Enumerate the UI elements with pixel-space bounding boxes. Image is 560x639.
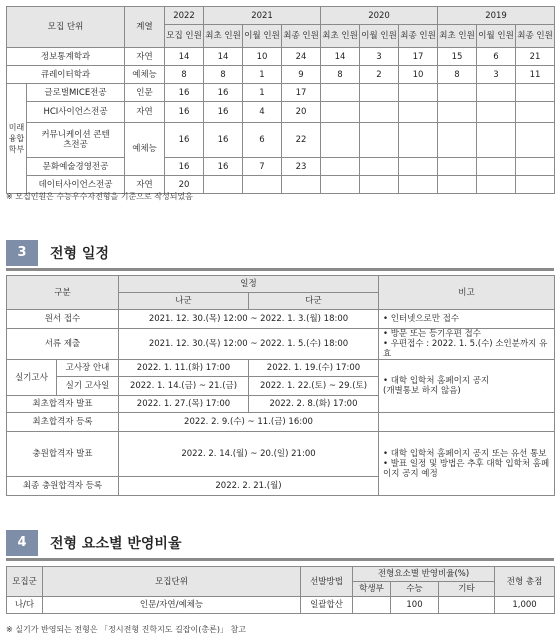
- header-group: 모집군: [7, 567, 43, 597]
- header-school: 학생부: [353, 582, 391, 597]
- suneung-value: 100: [391, 597, 439, 614]
- cell: [477, 102, 516, 123]
- header-2019-carry: 이월 인원: [477, 25, 516, 48]
- remark: [379, 329, 555, 360]
- cell: [516, 176, 555, 194]
- admission-quota-table: [6, 6, 555, 194]
- cell: 16: [204, 84, 243, 102]
- cell: 6: [243, 123, 282, 158]
- cell: 16: [165, 158, 204, 176]
- header-2019-final: 최종 인원: [516, 25, 555, 48]
- header-year-2021: 2021: [204, 7, 321, 25]
- header-2020-initial: 최초 인원: [321, 25, 360, 48]
- cell: 22: [282, 123, 321, 158]
- cell: [516, 84, 555, 102]
- remark-line: • 대학 입학처 홈페이지 공지 또는 유선 통보: [383, 448, 547, 459]
- header-nagun: 나군: [119, 293, 249, 310]
- cell: [282, 176, 321, 194]
- cell: [204, 176, 243, 194]
- cell: [360, 102, 399, 123]
- cell: [516, 123, 555, 158]
- cell: [438, 84, 477, 102]
- cell: 20: [282, 102, 321, 123]
- cell: [360, 84, 399, 102]
- ratio-table: [6, 566, 555, 614]
- cell: 1: [243, 66, 282, 84]
- section-divider: [6, 558, 554, 561]
- remark-line: • 우편접수 : 2022. 1. 5.(수) 소인분까지 유효: [383, 339, 548, 359]
- cell: 10: [243, 48, 282, 66]
- cell: [321, 84, 360, 102]
- cell: 9: [282, 66, 321, 84]
- header-total: 전형 총점: [495, 567, 555, 597]
- cell: [321, 158, 360, 176]
- table3-note: ※ 실기가 반영되는 전형은 「정시전형 진학지도 길잡이(총론)」 참고: [6, 625, 246, 634]
- date-range: 2021. 12. 30.(목) 12:00 ~ 2022. 1. 3.(월) 18:00: [119, 310, 379, 329]
- cell: 16: [204, 158, 243, 176]
- header-year-2019: 2019: [438, 7, 555, 25]
- date: 2022. 2. 8.(화) 17:00: [249, 396, 379, 413]
- total-value: 1,000: [495, 597, 555, 614]
- cell: [399, 123, 438, 158]
- group-label: 미래 융합 학부: [7, 84, 27, 194]
- section-number: 3: [6, 240, 38, 266]
- remark: [379, 413, 555, 432]
- cell: [438, 158, 477, 176]
- cell: [321, 176, 360, 194]
- field-name: 인문: [125, 84, 165, 102]
- header-year-2020: 2020: [321, 7, 438, 25]
- cell: 8: [321, 66, 360, 84]
- remark: [379, 360, 555, 413]
- row-label: 최초합격자 등록: [7, 413, 119, 432]
- cell: 24: [282, 48, 321, 66]
- date-range: 2021. 12. 30.(목) 12:00 ~ 2022. 1. 5.(수) 18:00: [119, 329, 379, 360]
- header-unit: 모집 단위: [7, 7, 125, 48]
- cell: 14: [204, 48, 243, 66]
- school-value: [353, 597, 391, 614]
- remark-line: (개별통보 하지 않음): [383, 386, 461, 396]
- header-unit: 모집단위: [43, 567, 301, 597]
- cell: [360, 158, 399, 176]
- unit-name: HCI사이언스전공: [27, 102, 125, 123]
- cell: 8: [438, 66, 477, 84]
- method-value: 일괄합산: [301, 597, 353, 614]
- unit-name: 글로벌MICE전공: [27, 84, 125, 102]
- cell: [360, 123, 399, 158]
- cell: [477, 84, 516, 102]
- date-range: 2022. 2. 14.(월) ~ 20.(일) 21:00: [119, 432, 379, 477]
- date: 2022. 1. 22.(토) ~ 29.(토): [249, 377, 379, 396]
- date: 2022. 1. 19.(수) 17:00: [249, 360, 379, 377]
- cell: [399, 158, 438, 176]
- cell: 7: [243, 158, 282, 176]
- unit-value: 인문/자연/예체능: [43, 597, 301, 614]
- header-schedule: 일정: [119, 276, 379, 293]
- unit-name: 데이터사이언스전공: [27, 176, 125, 194]
- cell: [243, 176, 282, 194]
- schedule-table: [6, 275, 555, 496]
- section-title: 전형 일정: [50, 246, 109, 262]
- section-title: 전형 요소별 반영비율: [50, 536, 182, 552]
- header-2021-carry: 이월 인원: [243, 25, 282, 48]
- header-2021-initial: 최초 인원: [204, 25, 243, 48]
- header-gubun: 구분: [7, 276, 119, 310]
- header-bigo: 비고: [379, 276, 555, 310]
- cell: 2: [360, 66, 399, 84]
- cell: 14: [165, 48, 204, 66]
- date: 2022. 1. 27.(목) 17:00: [119, 396, 249, 413]
- cell: 16: [165, 123, 204, 158]
- header-2020-carry: 이월 인원: [360, 25, 399, 48]
- cell: [516, 102, 555, 123]
- section-number: 4: [6, 530, 38, 556]
- date: 2022. 1. 11.(화) 17:00: [119, 360, 249, 377]
- cell: [477, 158, 516, 176]
- cell: 16: [204, 102, 243, 123]
- header-method: 선발방법: [301, 567, 353, 597]
- row-label: 충원합격자 발표: [7, 432, 119, 477]
- cell: 10: [399, 66, 438, 84]
- header-2020-final: 최종 인원: [399, 25, 438, 48]
- group-value: 나/다: [7, 597, 43, 614]
- cell: 20: [165, 176, 204, 194]
- date: 2022. 1. 14.(금) ~ 21.(금): [119, 377, 249, 396]
- unit-name: 정보통계학과: [7, 48, 125, 66]
- cell: [321, 123, 360, 158]
- row-label: 최초합격자 발표: [7, 396, 119, 413]
- header-2022-quota: 모집 인원: [165, 25, 204, 48]
- field-name: 자연: [125, 176, 165, 194]
- row-label: 최종 충원합격자 등록: [7, 477, 119, 496]
- cell: 16: [165, 84, 204, 102]
- cell: 15: [438, 48, 477, 66]
- row-label: 서류 제출: [7, 329, 119, 360]
- remark: • 인터넷으로만 접수: [379, 310, 555, 329]
- cell: [438, 123, 477, 158]
- remark-line: • 발표 일정 및 방법은 추후 대학 입학처 홈페이지 공지 예정: [383, 458, 550, 479]
- row-label: 실기 고사일: [57, 377, 119, 396]
- remark-line: • 방문 또는 등기우편 접수: [383, 329, 481, 339]
- cell: 3: [360, 48, 399, 66]
- section-divider: [6, 268, 554, 271]
- header-suneung: 수능: [391, 582, 439, 597]
- practical-label: 실기고사: [7, 360, 57, 396]
- cell: 11: [516, 66, 555, 84]
- header-2019-initial: 최초 인원: [438, 25, 477, 48]
- cell: [477, 176, 516, 194]
- unit-name: 문화예술경영전공: [27, 158, 125, 176]
- remark-line: • 대학 입학처 홈페이지 공지: [383, 376, 490, 386]
- remark: [379, 432, 555, 496]
- field-name: 예체능: [125, 66, 165, 84]
- cell: 17: [399, 48, 438, 66]
- cell: [360, 176, 399, 194]
- cell: 16: [165, 102, 204, 123]
- cell: 6: [477, 48, 516, 66]
- cell: [477, 123, 516, 158]
- etc-value: [439, 597, 495, 614]
- cell: 1: [243, 84, 282, 102]
- cell: [516, 158, 555, 176]
- cell: [399, 176, 438, 194]
- cell: 17: [282, 84, 321, 102]
- cell: [438, 102, 477, 123]
- field-name: 자연: [125, 48, 165, 66]
- cell: 3: [477, 66, 516, 84]
- header-dagun: 다군: [249, 293, 379, 310]
- cell: [399, 102, 438, 123]
- row-label: 원서 접수: [7, 310, 119, 329]
- header-year-2022: 2022: [165, 7, 204, 25]
- cell: 21: [516, 48, 555, 66]
- date-range: 2022. 2. 21.(월): [119, 477, 379, 496]
- cell: 4: [243, 102, 282, 123]
- unit-name: 커뮤니케이션 콘텐츠전공: [27, 123, 125, 158]
- field-name: 예체능: [125, 123, 165, 176]
- header-field: 계열: [125, 7, 165, 48]
- cell: [438, 176, 477, 194]
- cell: 16: [204, 123, 243, 158]
- field-name: 자연: [125, 102, 165, 123]
- cell: [399, 84, 438, 102]
- header-etc: 기타: [439, 582, 495, 597]
- date-range: 2022. 2. 9.(수) ~ 11.(금) 16:00: [119, 413, 379, 432]
- unit-name: 큐레이터학과: [7, 66, 125, 84]
- header-ratio: 전형요소별 반영비율(%): [353, 567, 495, 582]
- cell: 14: [321, 48, 360, 66]
- cell: 8: [165, 66, 204, 84]
- header-2021-final: 최종 인원: [282, 25, 321, 48]
- cell: 23: [282, 158, 321, 176]
- table1-note: ※ 모집인원은 수능우수자전형을 기준으로 작성되었음: [6, 192, 193, 201]
- row-label: 고사장 안내: [57, 360, 119, 377]
- cell: [321, 102, 360, 123]
- cell: 8: [204, 66, 243, 84]
